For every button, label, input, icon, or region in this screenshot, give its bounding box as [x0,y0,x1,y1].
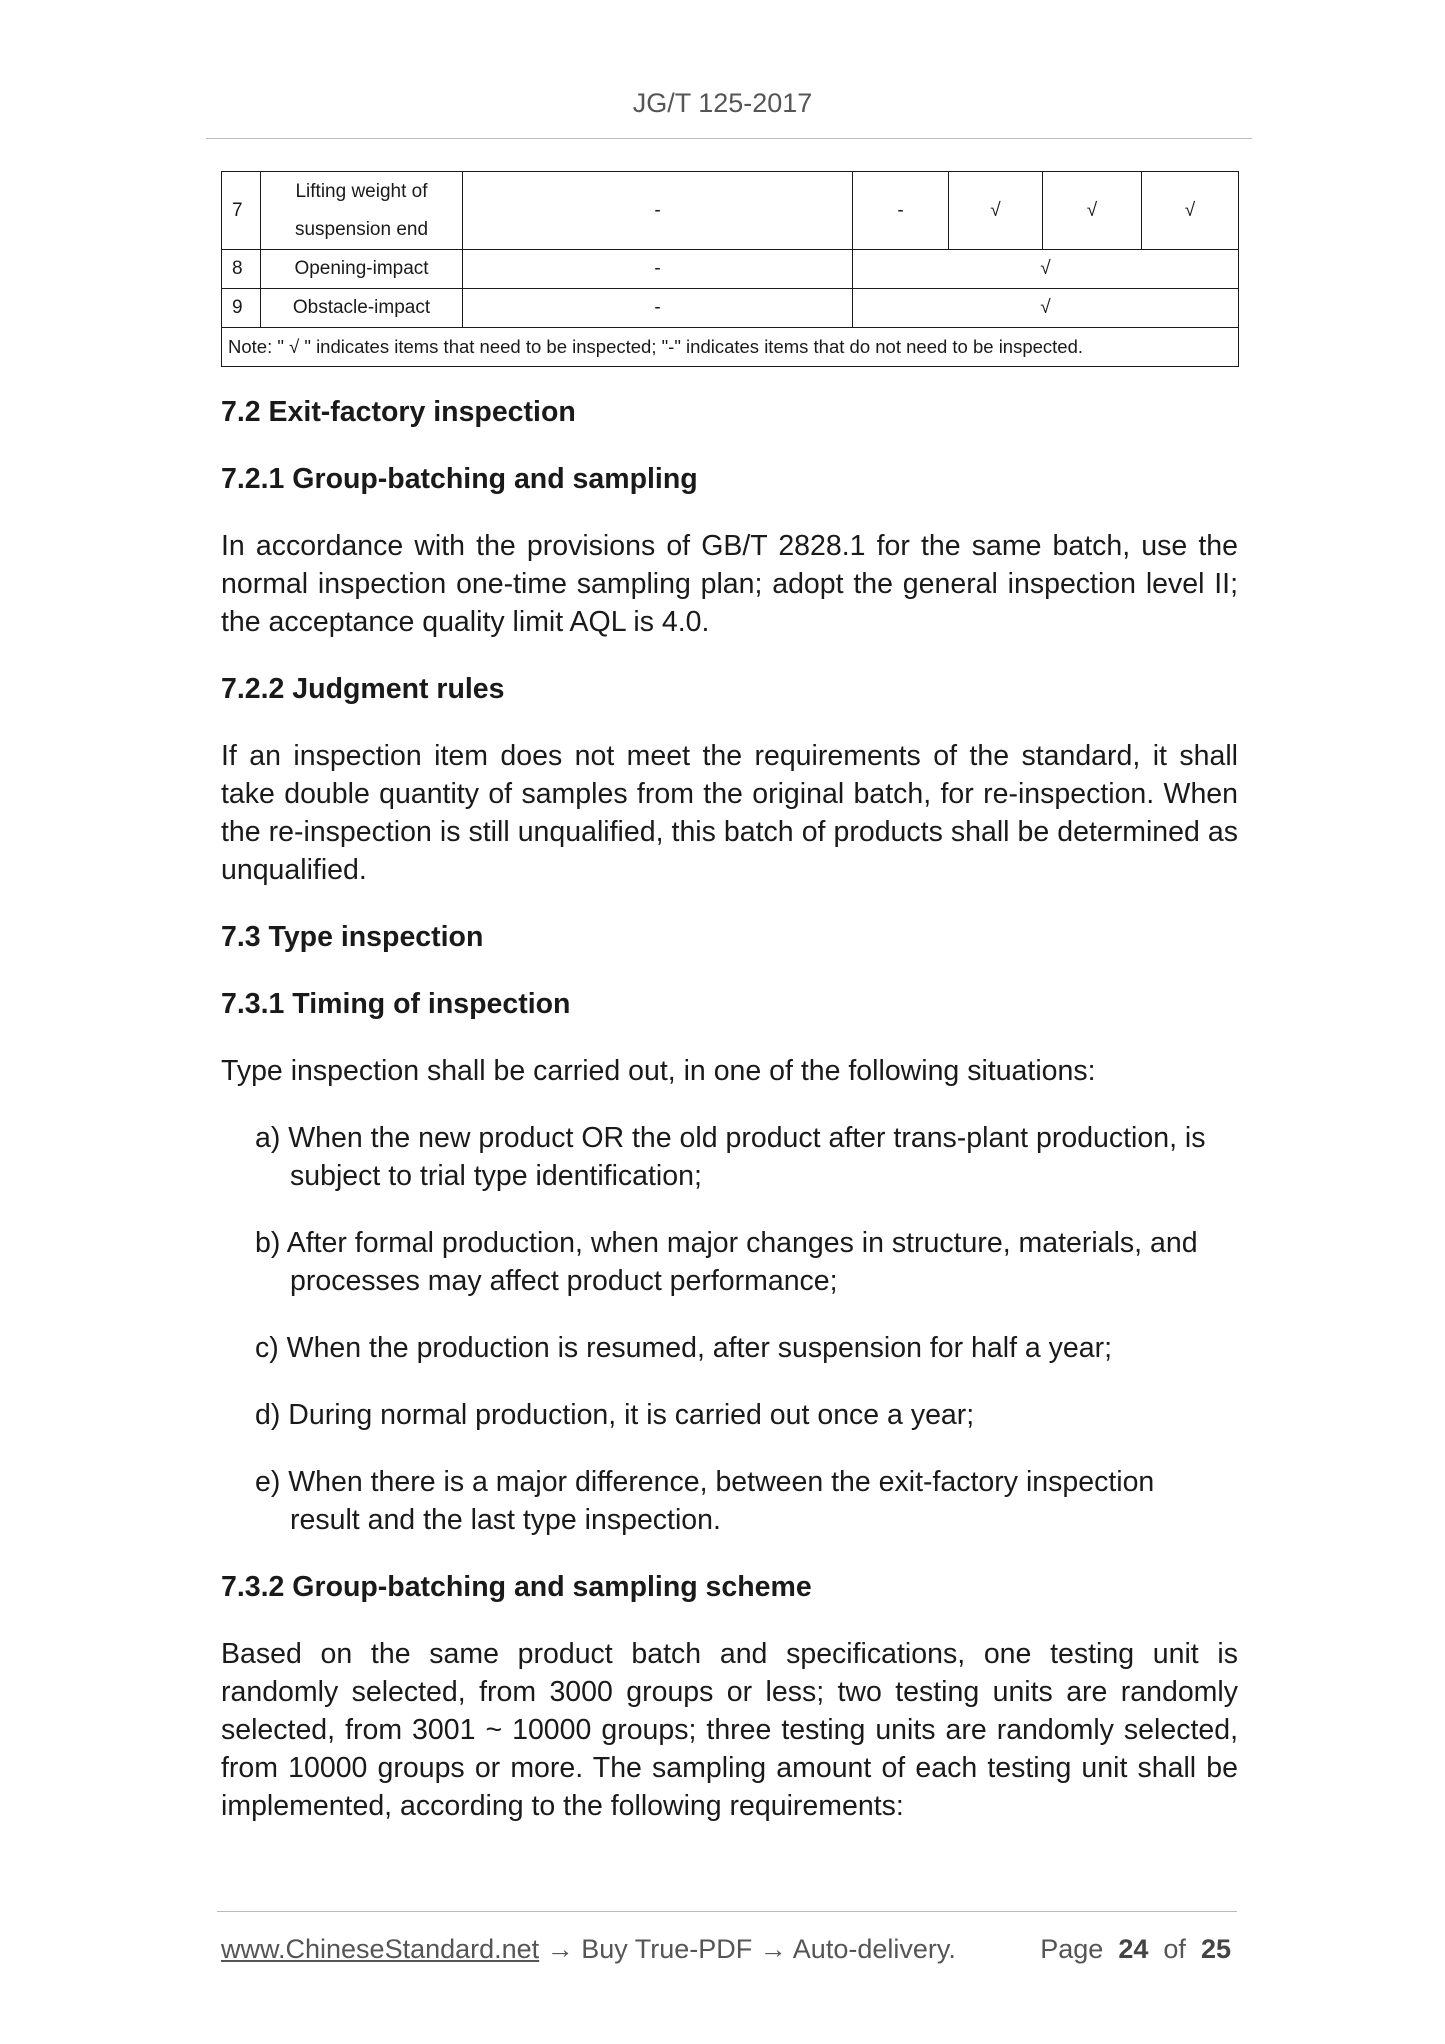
list-item [255,1119,1238,1195]
cell-mark: √ [1142,172,1239,250]
arrow-icon: → [759,1934,787,1964]
list-text-line1: When the new product OR the old product after trans-plant production, is [288,1122,1206,1154]
cell-mark: - [853,172,949,250]
table-note: Note: " √ " indicates items that need to be inspected; "-" indicates items that do not need to be inspected. [222,328,1239,367]
auto-delivery-text: Auto-delivery. [792,1934,956,1964]
cell-mark: - [463,289,853,328]
buy-text: Buy True-PDF [581,1934,753,1964]
paragraph: Type inspection shall be carried out, in one of the following situations: [221,1055,1096,1087]
item-name: Obstacle-impact [261,289,463,328]
table-row [222,289,1239,328]
cell-mark: √ [1043,172,1142,250]
section-heading: 7.3.1 Timing of inspection [221,988,571,1020]
page-label: Page [1040,1934,1104,1964]
total-pages: 25 [1200,1934,1231,1964]
item-name-line2: suspension end [294,218,429,240]
cell-mark: - [463,172,853,250]
section-heading: 7.3.2 Group-batching and sampling scheme [221,1571,812,1603]
website-link[interactable]: www.ChineseStandard.net [221,1934,540,1964]
document-body [221,393,1238,1854]
section-heading: 7.3 Type inspection [221,921,484,953]
list-marker: c) [255,1332,279,1364]
row-number: 9 [222,289,261,328]
list-text-line1: During normal production, it is carried out once a year; [288,1399,975,1431]
header-divider [206,138,1252,139]
paragraph: In accordance with the provisions of GB/T 2828.1 for the same batch, use the normal inspection one-time sampling plan; adopt the general inspection level II; the acceptance quality limit AQL is 4.0. [221,530,1238,638]
list-text-line1: After formal production, when major changes in structure, materials, and [286,1227,1198,1259]
row-number: 7 [222,172,261,250]
paragraph: Based on the same product batch and specifications, one testing unit is randomly selected, from 3000 groups or less; two testing units are randomly selected, from 3001 ~ 10000 groups; three testing units are randomly selected, from 10000 groups or more. The sampling amount of each testing unit shall be implemented, according to the following requirements: [221,1638,1238,1822]
list-text-line1: When the production is resumed, after suspension for half a year; [286,1332,1113,1364]
list-item [255,1463,1238,1539]
of-label: of [1163,1934,1186,1964]
list-item [255,1224,1238,1300]
list-text-line2: subject to trial type identification; [290,1160,702,1192]
section-heading: 7.2 Exit-factory inspection [221,396,576,428]
list-marker: b) [255,1227,281,1259]
cell-mark: - [463,250,853,289]
cell-mark: √ [949,172,1043,250]
section-heading: 7.2.2 Judgment rules [221,673,505,705]
table-row [222,172,1239,250]
table-row [222,250,1239,289]
list-text-line2: result and the last type inspection. [290,1504,721,1536]
item-name [261,172,463,250]
list-text-line1: When there is a major difference, between the exit-factory inspection [288,1466,1155,1498]
list-marker: d) [255,1399,281,1431]
section-heading: 7.2.1 Group-batching and sampling [221,463,698,495]
document-code-header: JG/T 125-2017 [632,88,813,118]
cell-mark-merged: √ [853,289,1239,328]
list-text-line2: processes may affect product performance; [290,1265,838,1297]
footer-divider [217,1911,1237,1912]
list-item [255,1329,1238,1367]
paragraph: If an inspection item does not meet the requirements of the standard, it shall take double quantity of samples from the original batch, for re-inspection. When the re-inspection is still unqualified, this batch of products shall be determined as unqualified. [221,740,1238,886]
list-marker: e) [255,1466,281,1498]
item-name-line1: Lifting weight of [295,180,428,202]
row-number: 8 [222,250,261,289]
page-footer [221,1934,1231,1965]
page-number: 24 [1118,1934,1149,1964]
inspection-items-table [221,171,1239,367]
item-name: Opening-impact [261,250,463,289]
list-item [255,1396,1238,1434]
page-indicator [1040,1934,1231,1965]
table-note-row [222,328,1239,367]
arrow-icon: → [546,1934,574,1964]
cell-mark-merged: √ [853,250,1239,289]
list-marker: a) [255,1122,281,1154]
